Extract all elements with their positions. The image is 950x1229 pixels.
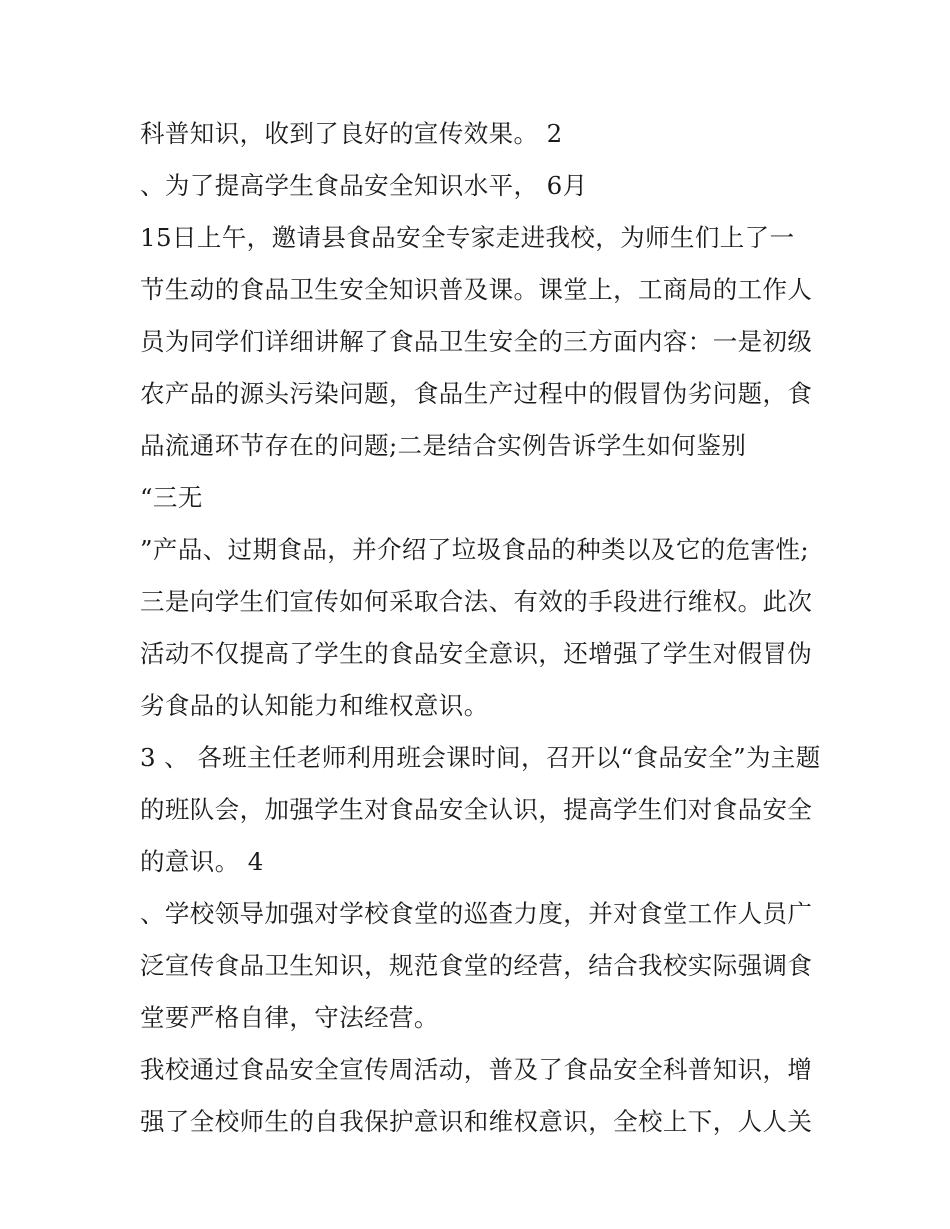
text-line: 强了全校师生的自我保护意识和维权意识，全校上下，人人关 [140, 1107, 813, 1136]
text-line: 的班队会，加强学生对食品安全认识，提高学生们对食品安全 [140, 795, 813, 824]
text-line: 的意识。 4 [140, 847, 264, 876]
text-line: 堂要严格自律，守法经营。 [140, 1003, 439, 1032]
text-line: 、为了提高学生食品安全知识水平， 6月 [140, 171, 588, 200]
text-line: “三无 [140, 483, 203, 512]
text-line: 活动不仅提高了学生的食品安全意识，还增强了学生对假冒伪 [140, 639, 813, 668]
document-body [140, 108, 820, 1148]
text-line: 科普知识，收到了良好的宣传效果。 2 [140, 119, 563, 148]
text-line: 泛宣传食品卫生知识，规范食堂的经营，结合我校实际强调食 [140, 951, 813, 980]
text-line: 品流通环节存在的问题;二是结合实例告诉学生如何鉴别 [140, 431, 747, 460]
text-line: 劣食品的认知能力和维权意识。 [140, 691, 489, 720]
text-line: 我校通过食品安全宣传周活动，普及了食品安全科普知识，增 [140, 1055, 813, 1084]
text-line: 员为同学们详细讲解了食品卫生安全的三方面内容：一是初级 [140, 327, 813, 356]
text-line: 三是向学生们宣传如何采取合法、有效的手段进行维权。此次 [140, 587, 813, 616]
text-line: 节生动的食品卫生安全知识普及课。课堂上，工商局的工作人 [140, 275, 813, 304]
text-line: ”产品、过期食品，并介绍了垃圾食品的种类以及它的危害性; [140, 535, 809, 564]
text-line: 农产品的源头污染问题，食品生产过程中的假冒伪劣问题，食 [140, 379, 813, 408]
text-line: 15日上午，邀请县食品安全专家走进我校，为师生们上了一 [140, 223, 795, 252]
text-line: 、学校领导加强对学校食堂的巡查力度，并对食堂工作人员广 [140, 899, 813, 928]
text-line: 3 、 各班主任老师利用班会课时间，召开以“食品安全”为主题 [140, 743, 821, 772]
